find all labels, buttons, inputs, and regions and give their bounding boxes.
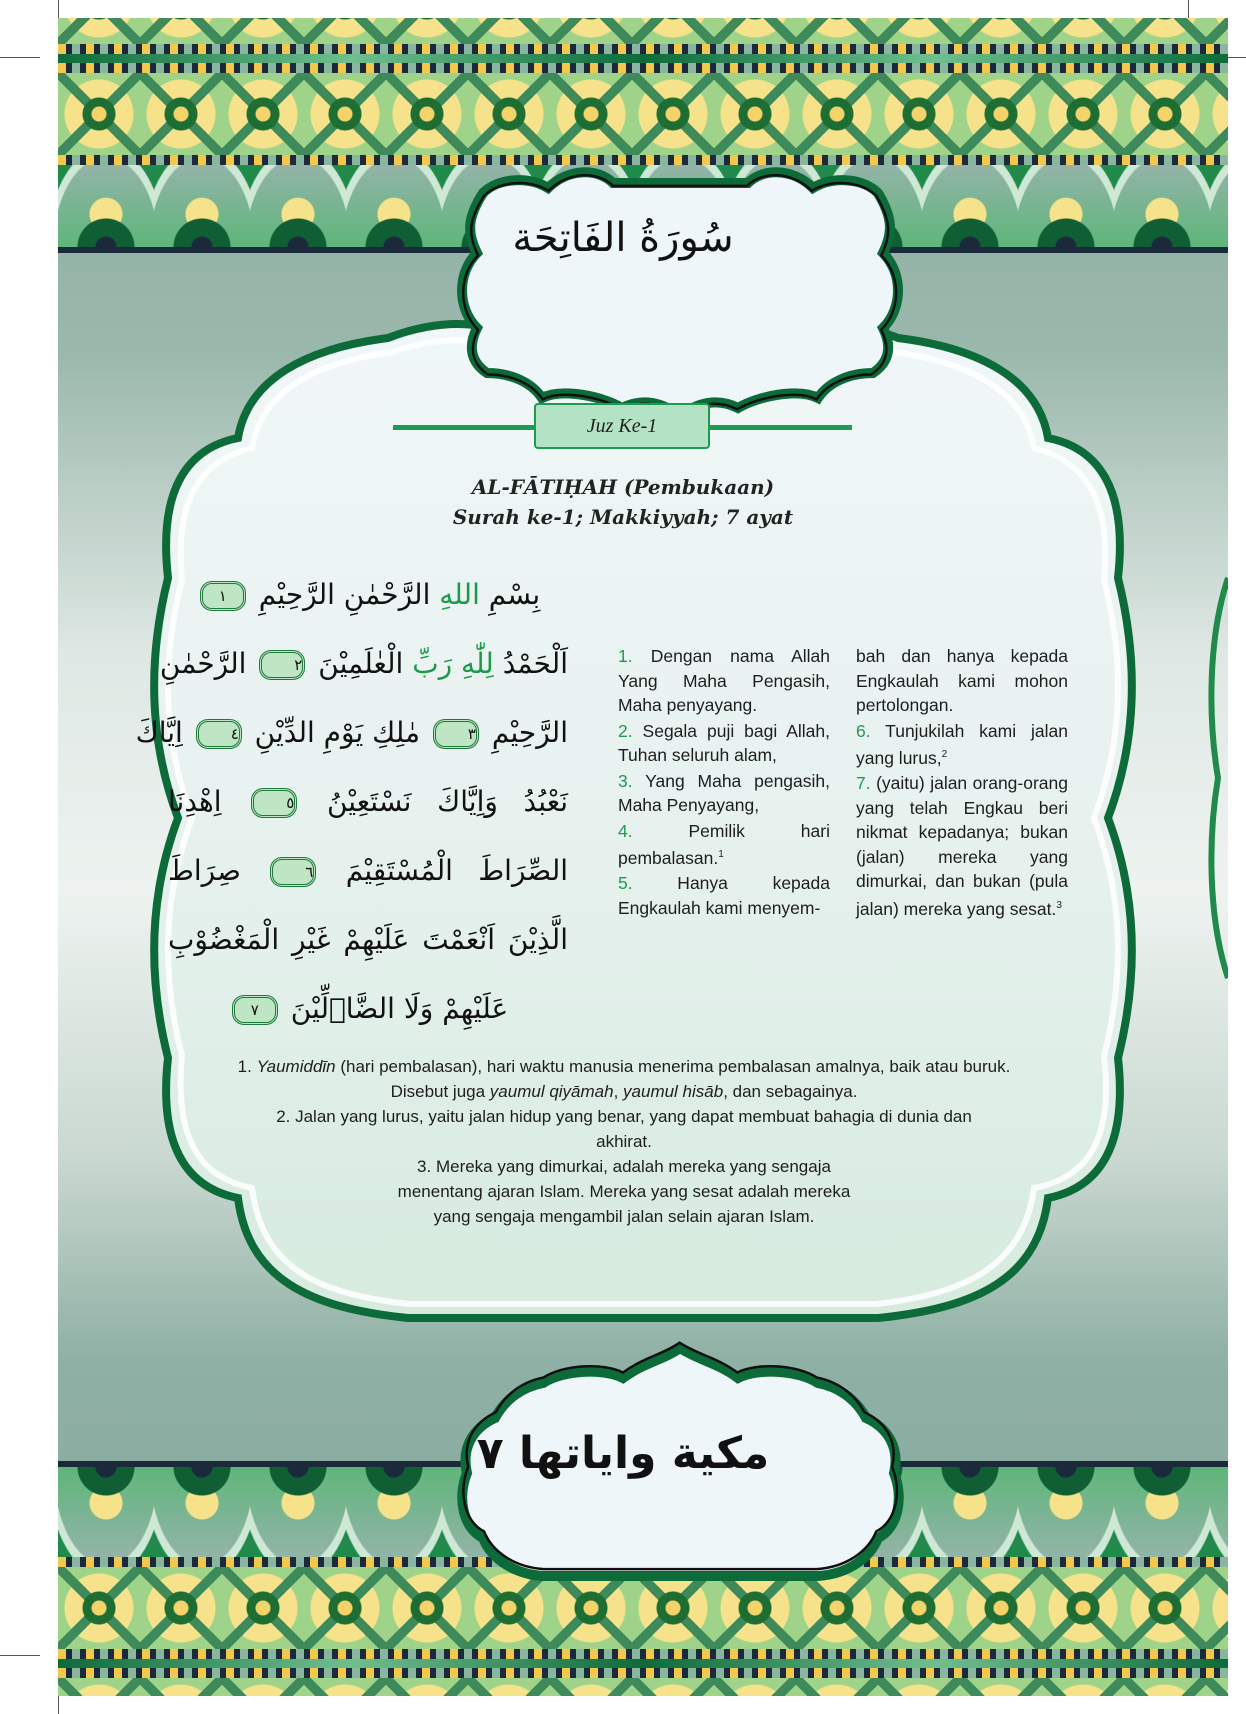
translation-verse: 1. Dengan nama Allah Yang Maha Pengasih, Maha penyayang. <box>618 646 830 715</box>
crop-mark <box>0 57 40 58</box>
juz-divider-left <box>393 425 534 430</box>
title-cartouche <box>462 172 898 416</box>
ayah-marker: ٤ <box>196 719 242 749</box>
footnote-2: 2. Jalan yang lurus, yaitu jalan hidup yang benar, yang dapat membuat bahagia di dunia dan akhirat. <box>276 1107 972 1151</box>
translation-verse: 6. Tunjukilah kami jalan yang lurus,$^2$ <box>856 720 1068 768</box>
footnote-ref: 3 <box>1056 899 1062 911</box>
verse-line: الصِّرَاطَ الْمُسْتَقِيْمَ ٦ صِرَاطَ <box>168 854 569 887</box>
divine-name: لِلّٰهِ رَبِّ <box>412 647 494 680</box>
ayah-marker: ٢ <box>259 650 305 680</box>
translation-verse: 5. Hanya kepada Engkaulah kami menyem- <box>618 873 830 918</box>
makkiyyah-caption: مكية واياتها ٧ <box>476 1428 770 1479</box>
verse-line: عَلَيْهِمْ وَلَا الضَّاۤلِّيْنَ ٧ <box>168 974 568 1043</box>
arabic-verses <box>135 560 569 1043</box>
divine-name: اللهِ <box>439 578 480 611</box>
ayah-marker: ٧ <box>232 995 278 1025</box>
ayah-marker: ٦ <box>270 857 316 887</box>
surah-heading <box>300 472 946 532</box>
juz-divider-right <box>710 425 852 430</box>
verse-line: نَعْبُدُ وَاِيَّاكَ نَسْتَعِيْنُ ٥ اِهْدِنَا <box>168 785 569 818</box>
crop-mark <box>0 1655 40 1656</box>
surah-info: Surah ke-1; Makkiyyah; 7 ayat <box>452 505 794 529</box>
surah-arabic-title: سُورَةُ الفَاتِحَة <box>512 215 734 261</box>
surah-name: AL-FĀTIḤAH (Pembukaan) <box>471 475 775 499</box>
translation-verse: 3. Yang Maha pengasih, Maha Penyayang, <box>618 770 830 815</box>
ayah-marker: ٥ <box>251 788 297 818</box>
footnote-ref: 1 <box>718 849 724 860</box>
verse-line: اَلْحَمْدُ لِلّٰهِ رَبِّ الْعٰلَمِيْنَ ٢ الرَّحْمٰنِ <box>159 647 568 680</box>
crop-mark <box>58 1696 59 1714</box>
crop-mark <box>58 0 59 18</box>
verse-line: الرَّحِيْمِ ٣ مٰلِكِ يَوْمِ الدِّيْنِ ٤ اِيَّاكَ <box>135 716 568 749</box>
adjacent-frame-edge <box>1211 578 1228 978</box>
translation-verse: 4. Pemilik hari pembalasan.$^1$ <box>618 820 830 868</box>
ayah-marker: ١ <box>200 581 246 611</box>
footnotes <box>236 1054 1012 1229</box>
translation-verse: bah dan hanya kepada Engkaulah kami mohon pertolongan. <box>856 646 1068 715</box>
verse-line: الَّذِيْنَ اَنْعَمْتَ عَلَيْهِمْ غَيْرِ الْمَغْضُوْبِ <box>168 923 568 956</box>
footnote-3: 3. Mereka yang dimurkai, adalah mereka yang sengaja menentang ajaran Islam. Mereka yang sesat adalah mereka yang sengaja mengambil jalan selain ajaran Islam. <box>397 1157 851 1226</box>
translation-column-left <box>618 644 830 921</box>
translation-verse: 7. (yaitu) jalan orang-orang yang telah Engkau beri nikmat kepadanya; bukan (jalan) mereka yang dimurkai, dan bukan (pula jalan) mereka yang sesat.$^3$ <box>856 773 1068 919</box>
verse-line: بِسْمِ اللهِ الرَّحْمٰنِ الرَّحِيْمِ ١ <box>168 560 568 629</box>
translation-column-right <box>856 644 1068 922</box>
ayah-marker: ٣ <box>433 719 479 749</box>
footnote-ref: 2 <box>941 749 948 760</box>
juz-badge: Juz Ke-1 <box>534 403 710 449</box>
translation-verse: 2. Segala puji bagi Allah, Tuhan seluruh alam, <box>618 720 830 765</box>
footnote-1: 1. Yaumiddīn (hari pembalasan), hari waktu manusia menerima pembalasan amalnya, baik atau buruk. Disebut juga yaumul qiyāmah, yaumul hisāb, dan sebagainya. <box>237 1057 1011 1101</box>
